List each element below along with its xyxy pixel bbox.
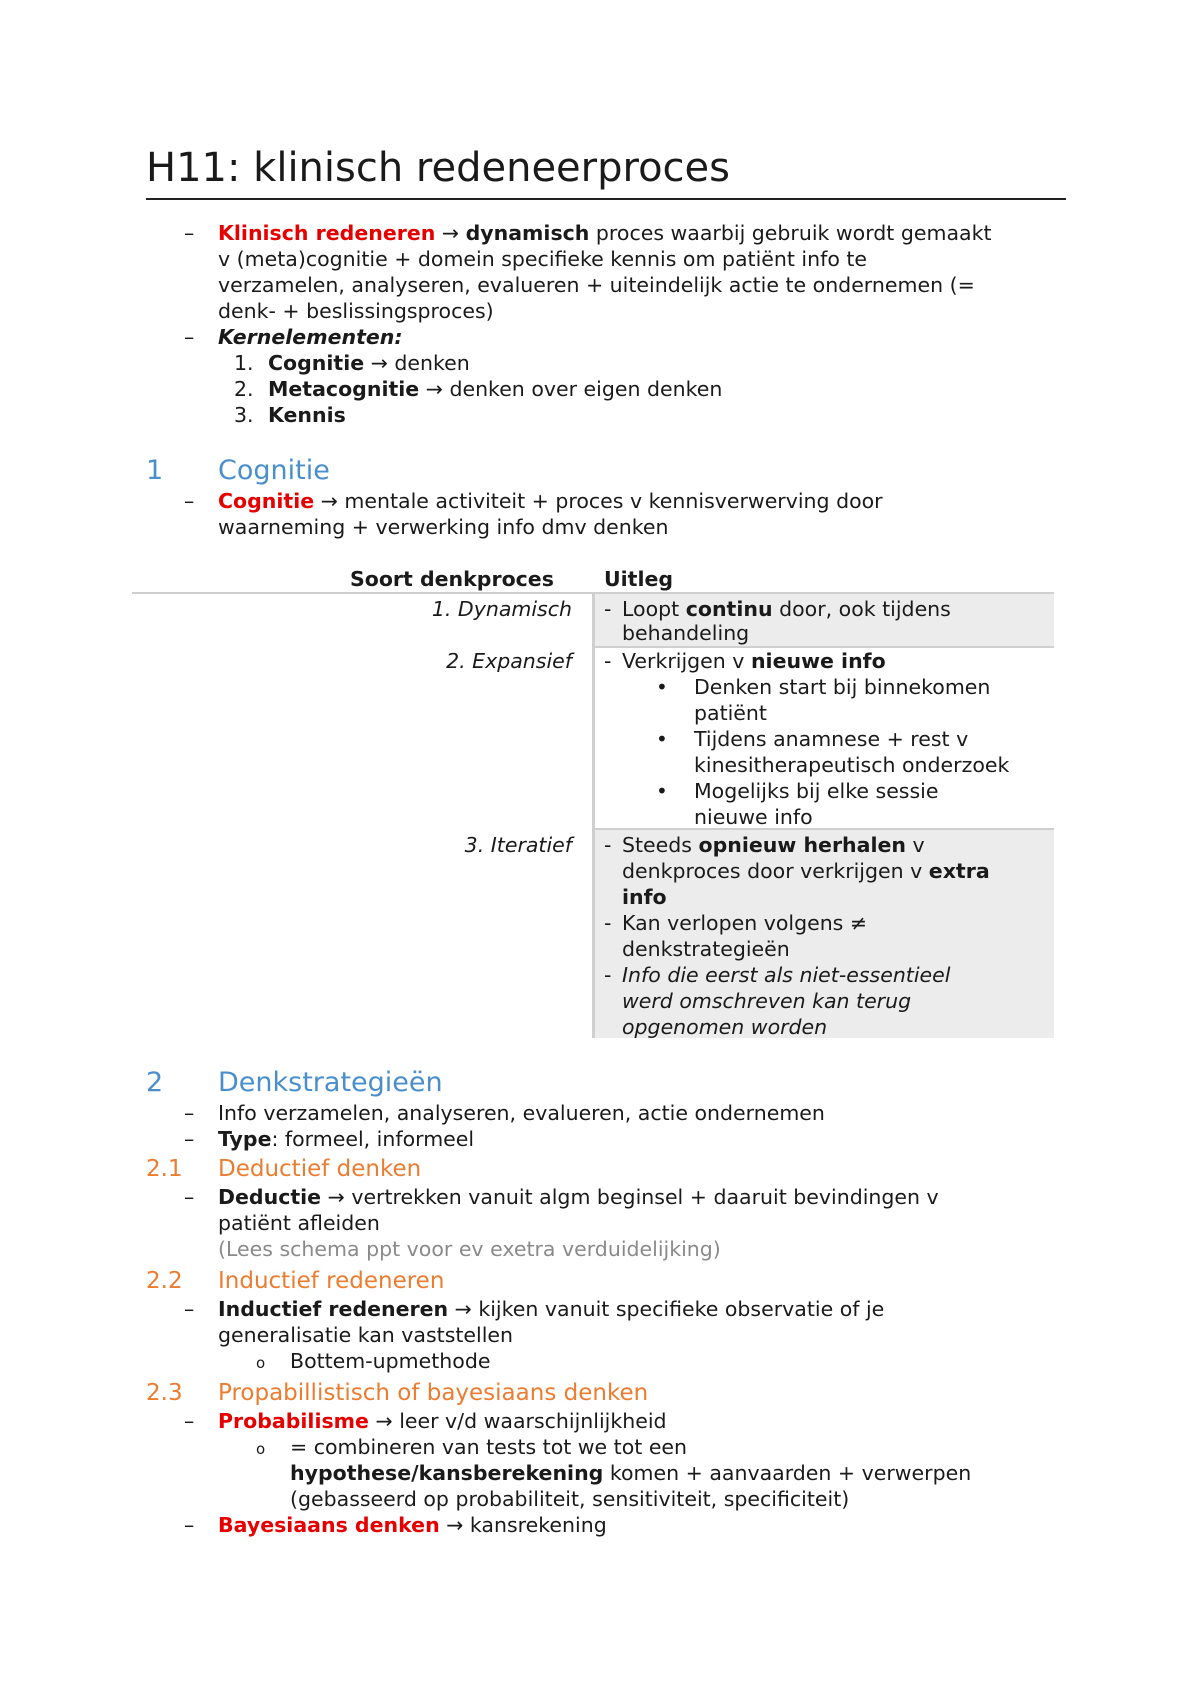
table-header-uitleg: Uitleg <box>604 567 674 591</box>
text-run: Steeds <box>622 833 699 857</box>
list-desc: denken over eigen denken <box>442 377 723 401</box>
inductief-line-1 <box>218 1296 884 1322</box>
dash-bullet: – <box>184 1513 195 1537</box>
dash-bullet: – <box>184 1297 195 1321</box>
bold-run: Type <box>218 1127 272 1151</box>
deductie-note: (Lees schema ppt voor ev exetra verduidelijking) <box>218 1237 721 1261</box>
deductie-line-2: patiënt afleiden <box>218 1211 380 1235</box>
arrow: → <box>327 1185 345 1209</box>
bullet-dot: • <box>656 779 668 803</box>
dash-bullet: – <box>184 1127 195 1151</box>
subsection-number: 2.1 <box>146 1156 183 1182</box>
text-run: leer v/d waarschijnlijkheid <box>392 1409 667 1433</box>
arrow: → <box>454 1297 472 1321</box>
table-cell-line <box>622 832 925 858</box>
arrow: → <box>375 1409 393 1433</box>
dash-bullet: – <box>184 221 195 245</box>
probabilisme-sub-2 <box>290 1460 971 1486</box>
subsection-heading-inductief: Inductief redeneren <box>218 1268 445 1294</box>
text-run: kijken vanuit specifieke observatie of je <box>471 1297 885 1321</box>
sub-bullet: o <box>256 1440 266 1458</box>
dash-bullet: – <box>184 1101 195 1125</box>
dash-bullet: – <box>184 489 195 513</box>
sub-bullet: o <box>256 1354 266 1372</box>
table-row-rule <box>594 828 1054 830</box>
subsection-number: 2.2 <box>146 1268 183 1294</box>
text-run: mentale activiteit + proces v kennisverwerving door <box>337 489 883 513</box>
deductie-line-1 <box>218 1184 939 1210</box>
inductief-line-2: generalisatie kan vaststellen <box>218 1323 514 1347</box>
arrow: → <box>425 377 443 401</box>
text-run: Loopt <box>622 597 686 621</box>
table-row-label: 3. Iteratief <box>464 833 572 857</box>
text-run: kansrekening <box>463 1513 607 1537</box>
subsection-number: 2.3 <box>146 1380 183 1406</box>
list-desc: denken <box>387 351 470 375</box>
list-item <box>268 376 722 402</box>
probabilisme-sub-1: = combineren van tests tot we tot een <box>290 1435 688 1459</box>
term-dynamisch: dynamisch <box>465 221 590 245</box>
term-probabilisme: Probabilisme <box>218 1409 369 1433</box>
table-cell-line: patiënt <box>694 701 767 725</box>
table-row-label: 2. Expansief <box>446 649 572 673</box>
type-line <box>218 1126 474 1152</box>
arrow: → <box>441 221 460 245</box>
hyphen: - <box>604 649 612 673</box>
intro-line-3: verzamelen, analyseren, evalueren + uiteindelijk actie te ondernemen (= <box>218 273 975 297</box>
dash-bullet: – <box>184 1409 195 1433</box>
section-heading-denkstrategieen: Denkstrategieën <box>218 1067 443 1098</box>
term-bayesiaans-denken: Bayesiaans denken <box>218 1513 440 1537</box>
text-run: proces waarbij gebruik wordt gemaakt <box>589 221 992 245</box>
term-cognitie: Cognitie <box>218 489 315 513</box>
bold-run: continu <box>685 597 773 621</box>
bayesiaans-line <box>218 1512 607 1538</box>
arrow: → <box>370 351 388 375</box>
hyphen: - <box>604 963 612 987</box>
table-cell-line: Kan verlopen volgens ≠ <box>622 911 868 935</box>
table-cell-line: kinesitherapeutisch onderzoek <box>694 753 1010 777</box>
subsection-heading-deductief: Deductief denken <box>218 1156 422 1182</box>
inductief-sub: Bottem-upmethode <box>290 1349 491 1373</box>
bold-run: extra <box>928 859 990 883</box>
table-cell-line <box>622 858 990 884</box>
intro-line-4: denk- + beslissingsproces) <box>218 299 494 323</box>
arrow: → <box>446 1513 464 1537</box>
intro-line-2: v (meta)cognitie + domein specifieke kennis om patiënt info te <box>218 247 868 271</box>
table-cell-line <box>622 596 951 622</box>
list-number: 1. <box>234 351 254 375</box>
arrow: → <box>320 489 338 513</box>
table-cell-line: denkstrategieën <box>622 937 790 961</box>
term-klinisch-redeneren: Klinisch redeneren <box>218 221 436 245</box>
text-run: komen + aanvaarden + verwerpen <box>603 1461 972 1485</box>
section-number: 1 <box>146 455 164 486</box>
text-run: door, ook tijdens <box>772 597 951 621</box>
dash-bullet: – <box>184 1185 195 1209</box>
list-term: Cognitie <box>268 351 365 375</box>
bold-run: opnieuw herhalen <box>698 833 907 857</box>
intro-line-1 <box>218 220 992 246</box>
cognitie-line-1 <box>218 488 883 514</box>
table-cell-line: Denken start bij binnekomen <box>694 675 991 699</box>
text-run: denkproces door verkrijgen v <box>622 859 929 883</box>
bullet-dot: • <box>656 727 668 751</box>
list-item <box>268 402 346 428</box>
bold-run: hypothese/kansberekening <box>290 1461 604 1485</box>
dash-bullet: – <box>184 325 195 349</box>
table-cell-line: info <box>622 885 667 909</box>
text-run: : formeel, informeel <box>271 1127 475 1151</box>
bullet-dot: • <box>656 675 668 699</box>
bold-run: nieuwe info <box>750 649 886 673</box>
table-cell-line: Mogelijks bij elke sessie <box>694 779 939 803</box>
hyphen: - <box>604 597 612 621</box>
table-cell-line: Tijdens anamnese + rest v <box>694 727 969 751</box>
section-heading-cognitie: Cognitie <box>218 455 330 486</box>
text-run: Verkrijgen v <box>622 649 751 673</box>
table-cell-line: behandeling <box>622 621 750 645</box>
text-run: v <box>906 833 925 857</box>
term-deductie: Deductie <box>218 1185 322 1209</box>
cognitie-line-2: waarneming + verwerking info dmv denken <box>218 515 669 539</box>
table-header-soort: Soort denkproces <box>350 567 554 591</box>
section-number: 2 <box>146 1067 164 1098</box>
table-cell-line: nieuwe info <box>694 805 813 829</box>
term-inductief-redeneren: Inductief redeneren <box>218 1297 449 1321</box>
list-item <box>268 350 470 376</box>
table-cell-line: werd omschreven kan terug <box>622 989 912 1013</box>
table-row-label: 1. Dynamisch <box>431 597 572 621</box>
table-cell-line <box>622 648 886 674</box>
table-cell-line: Info die eerst als niet-essentieel <box>622 963 951 987</box>
kernelementen-label: Kernelementen: <box>218 325 403 349</box>
probabilisme-sub-3: (gebasseerd op probabiliteit, sensitiviteit, specificiteit) <box>290 1487 850 1511</box>
subsection-heading-propabillistisch: Propabillistisch of bayesiaans denken <box>218 1380 649 1406</box>
hyphen: - <box>604 911 612 935</box>
page-title: H11: klinisch redeneerproces <box>146 140 1066 200</box>
table-column-rule <box>592 594 595 1038</box>
table-cell-line: opgenomen worden <box>622 1015 828 1039</box>
hyphen: - <box>604 833 612 857</box>
text-run: vertrekken vanuit algm beginsel + daaruit bevindingen v <box>344 1185 939 1209</box>
list-term: Kennis <box>268 403 346 427</box>
probabilisme-line <box>218 1408 667 1434</box>
list-number: 2. <box>234 377 254 401</box>
list-term: Metacognitie <box>268 377 420 401</box>
denkstrategieen-line-1: Info verzamelen, analyseren, evalueren, actie ondernemen <box>218 1101 825 1125</box>
list-number: 3. <box>234 403 254 427</box>
